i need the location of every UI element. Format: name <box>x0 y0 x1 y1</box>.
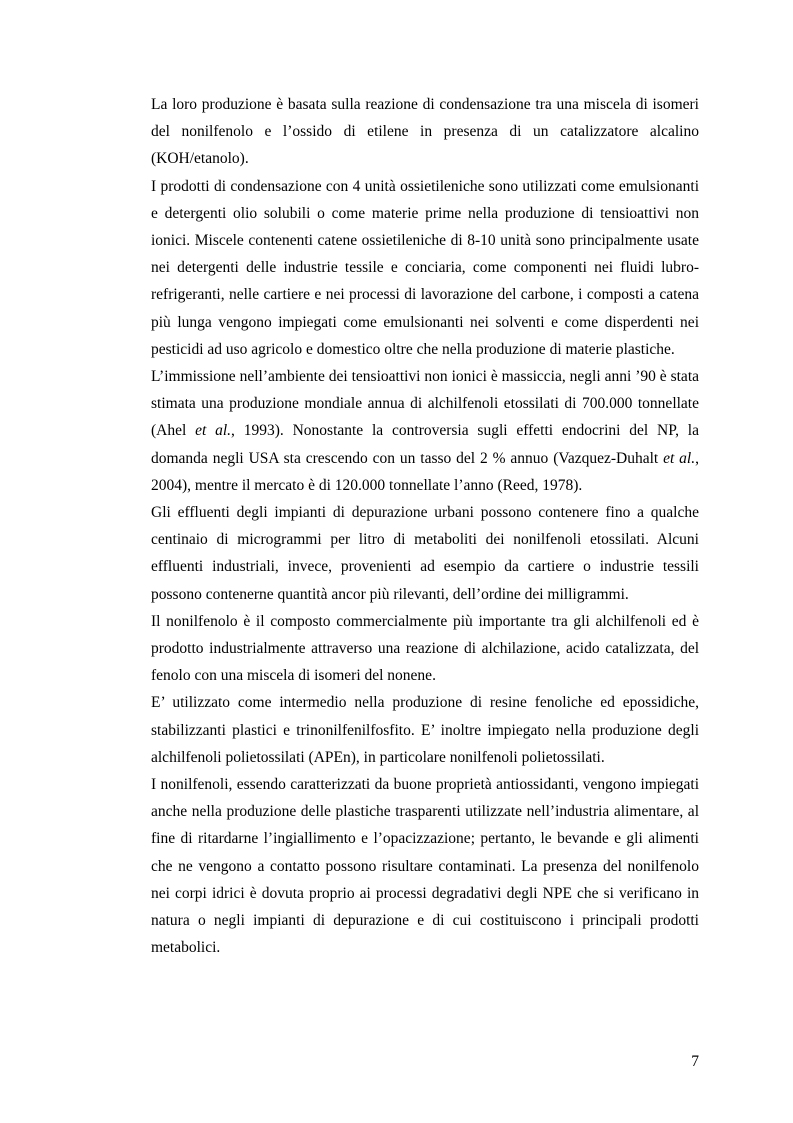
citation-et-al-1: et al. <box>195 422 232 440</box>
paragraph-3-part-c: , 2004), mentre il mercato è di 120.000 tonnellate l’anno (Reed, 1978). <box>151 449 699 494</box>
page-body <box>151 91 699 962</box>
paragraph-6: E’ utilizzato come intermedio nella produzione di resine fenoliche ed epossidiche, stabilizzanti plastici e trinonilfenilfosfito. E’ inoltre impiegato nella produzione degli alchilfenoli polietossilati (APEn), in particolare nonilfenoli polietossilati. <box>151 694 699 766</box>
paragraph-7: I nonilfenoli, essendo caratterizzati da buone proprietà antiossidanti, vengono impiegati anche nella produzione delle plastiche trasparenti utilizzate nell’industria alimentare, al fine di ritardarne l’ingiallimento e l’opacizzazione; pertanto, le bevande e gli alimenti che ne vengono a contatto possono risultare contaminati. La presenza del nonilfenolo nei corpi idrici è dovuta proprio ai processi degradativi degli NPE che si verificano in natura o negli impianti di depurazione e di cui costituiscono i principali prodotti metabolici. <box>151 776 699 957</box>
paragraph-4: Gli effluenti degli impianti di depurazione urbani possono contenere fino a qualche centinaio di microgrammi per litro di metaboliti dei nonilfenoli etossilati. Alcuni effluenti industriali, invece, provenienti ad esempio da cartiere o industrie tessili possono contenerne quantità ancor più rilevanti, dell’ordine dei milligrammi. <box>151 504 699 603</box>
paragraph-3 <box>151 363 699 499</box>
paragraph-1: La loro produzione è basata sulla reazione di condensazione tra una miscela di isomeri del nonilfenolo e l’ossido di etilene in presenza di un catalizzatore alcalino (KOH/etanolo). <box>151 96 699 168</box>
paragraph-5: Il nonilfenolo è il composto commercialmente più importante tra gli alchilfenoli ed è prodotto industrialmente attraverso una reazione di alchilazione, acido catalizzata, del fenolo con una miscela di isomeri del nonene. <box>151 612 699 685</box>
page-number: 7 <box>691 1053 699 1070</box>
citation-et-al-2: et al. <box>663 449 696 467</box>
paragraph-3-part-b: , 1993). Nonostante la controversia sugli effetti endocrini del NP, la domanda negli USA sta crescendo con un tasso del 2 % annuo (Vazquez-Duhalt <box>151 422 699 467</box>
paragraph-3-part-a: L’immissione nell’ambiente dei tensioattivi non ionici è massiccia, negli anni ’90 è stata stimata una produzione mondiale annua di alchilfenoli etossilati di 700.000 tonnellate (Ahel <box>151 368 699 440</box>
paragraph-2: I prodotti di condensazione con 4 unità ossietileniche sono utilizzati come emulsionanti e detergenti olio solubili o come materie prime nella produzione di tensioattivi non ionici. Miscele contenenti catene ossietileniche di 8-10 unità sono principalmente usate nei detergenti delle industrie tessile e conciaria, come componenti nei fluidi lubro-refrigeranti, nelle cartiere e nei processi di lavorazione del carbone, i composti a catena più lunga vengono impiegati come emulsionanti nei solventi e come disperdenti nei pesticidi ad uso agricolo e domestico oltre che nella produzione di materie plastiche. <box>151 177 699 358</box>
